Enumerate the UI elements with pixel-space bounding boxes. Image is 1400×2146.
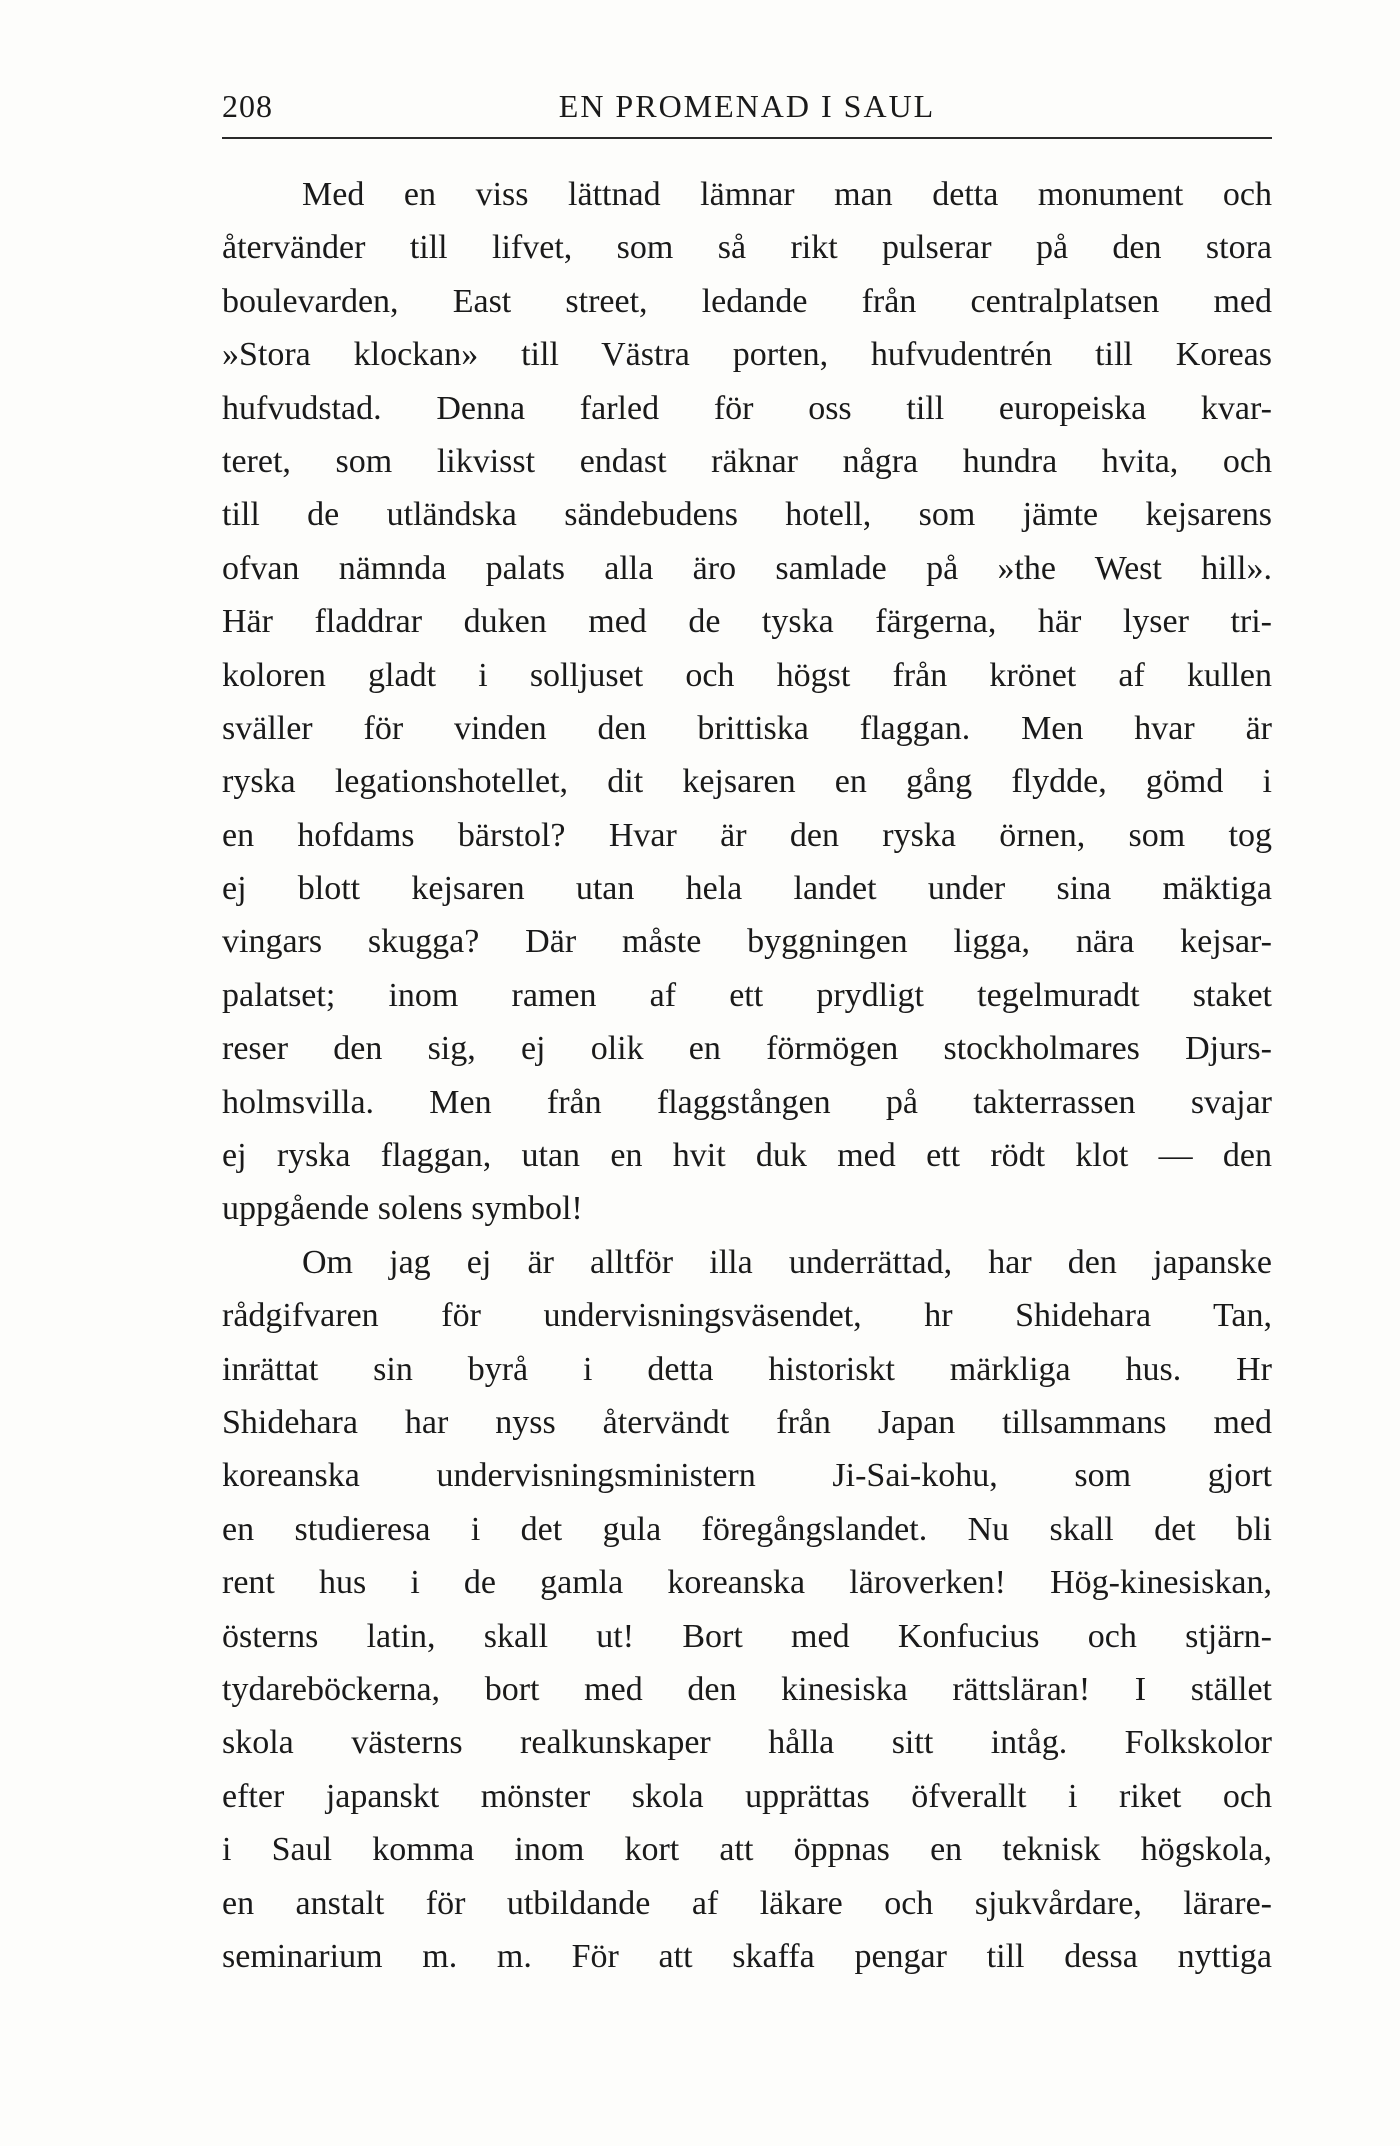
text-line: Shidehara har nyss återvändt från Japan tillsammans med [222,1403,1272,1441]
text-line: ej ryska flaggan, utan en hvit duk med ett rödt klot — den [222,1137,1272,1175]
text-line: en hofdams bärstol? Hvar är den ryska örnen, som tog [222,816,1272,854]
text-line: ryska legationshotellet, dit kejsaren en gång flydde, gömd i [222,763,1272,801]
page-number: 208 [222,88,273,124]
text-line: Om jag ej är alltför illa underrättad, har den japanske [302,1243,1272,1281]
text-line: inrättat sin byrå i detta historiskt märkliga hus. Hr [222,1350,1272,1388]
text-line: rent hus i de gamla koreanska läroverken! Hög-kinesiskan, [222,1564,1272,1602]
text-line: koreanska undervisningsministern Ji-Sai-kohu, som gjort [222,1457,1272,1495]
text-line: ofvan nämnda palats alla äro samlade på »the West hill». [222,549,1272,587]
text-line: »Stora klockan» till Västra porten, hufvudentrén till Koreas [222,336,1272,374]
body-text [222,168,1272,1983]
text-line: skola västerns realkunskaper hålla sitt intåg. Folkskolor [222,1724,1272,1762]
text-line: återvänder till lifvet, som så rikt pulserar på den stora [222,229,1272,267]
header-rule [222,137,1272,139]
text-line: holmsvilla. Men från flaggstången på takterrassen svajar [222,1083,1272,1121]
text-line: uppgående solens symbol! [222,1190,583,1228]
text-line: palatset; inom ramen af ett prydligt tegelmuradt staket [222,976,1272,1014]
text-line: österns latin, skall ut! Bort med Konfucius och stjärn- [222,1617,1272,1655]
text-line: koloren gladt i solljuset och högst från krönet af kullen [222,656,1272,694]
text-line: vingars skugga? Där måste byggningen ligga, nära kejsar- [222,923,1272,961]
text-line: Med en viss lättnad lämnar man detta monument och [302,176,1272,213]
text-line: Här fladdrar duken med de tyska färgerna, här lyser tri- [222,603,1272,641]
text-line: efter japanskt mönster skola upprättas öfverallt i riket och [222,1777,1272,1815]
text-line: seminarium m. m. För att skaffa pengar till dessa nyttiga [222,1937,1272,1975]
page-header [222,80,1272,130]
text-line: till de utländska sändebudens hotell, som jämte kejsarens [222,496,1272,534]
text-line: tydareböckerna, bort med den kinesiska rättsläran! I stället [222,1670,1272,1708]
text-line: boulevarden, East street, ledande från centralplatsen med [222,282,1272,320]
text-line: en anstalt för utbildande af läkare och sjukvårdare, lärare- [222,1884,1272,1922]
text-line: rådgifvaren för undervisningsväsendet, hr Shidehara Tan, [222,1297,1272,1335]
text-line: sväller för vinden den brittiska flaggan. Men hvar är [222,709,1272,747]
text-line: hufvudstad. Denna farled för oss till europeiska kvar- [222,389,1272,427]
text-line: reser den sig, ej olik en förmögen stockholmares Djurs- [222,1030,1272,1068]
text-line: en studieresa i det gula föregångslandet. Nu skall det bli [222,1510,1272,1548]
running-title: EN PROMENAD I SAUL [558,88,936,124]
text-line: i Saul komma inom kort att öppnas en teknisk högskola, [222,1831,1272,1869]
text-line: ej blott kejsaren utan hela landet under sina mäktiga [222,870,1272,908]
text-line: teret, som likvisst endast räknar några hundra hvita, och [222,442,1272,480]
